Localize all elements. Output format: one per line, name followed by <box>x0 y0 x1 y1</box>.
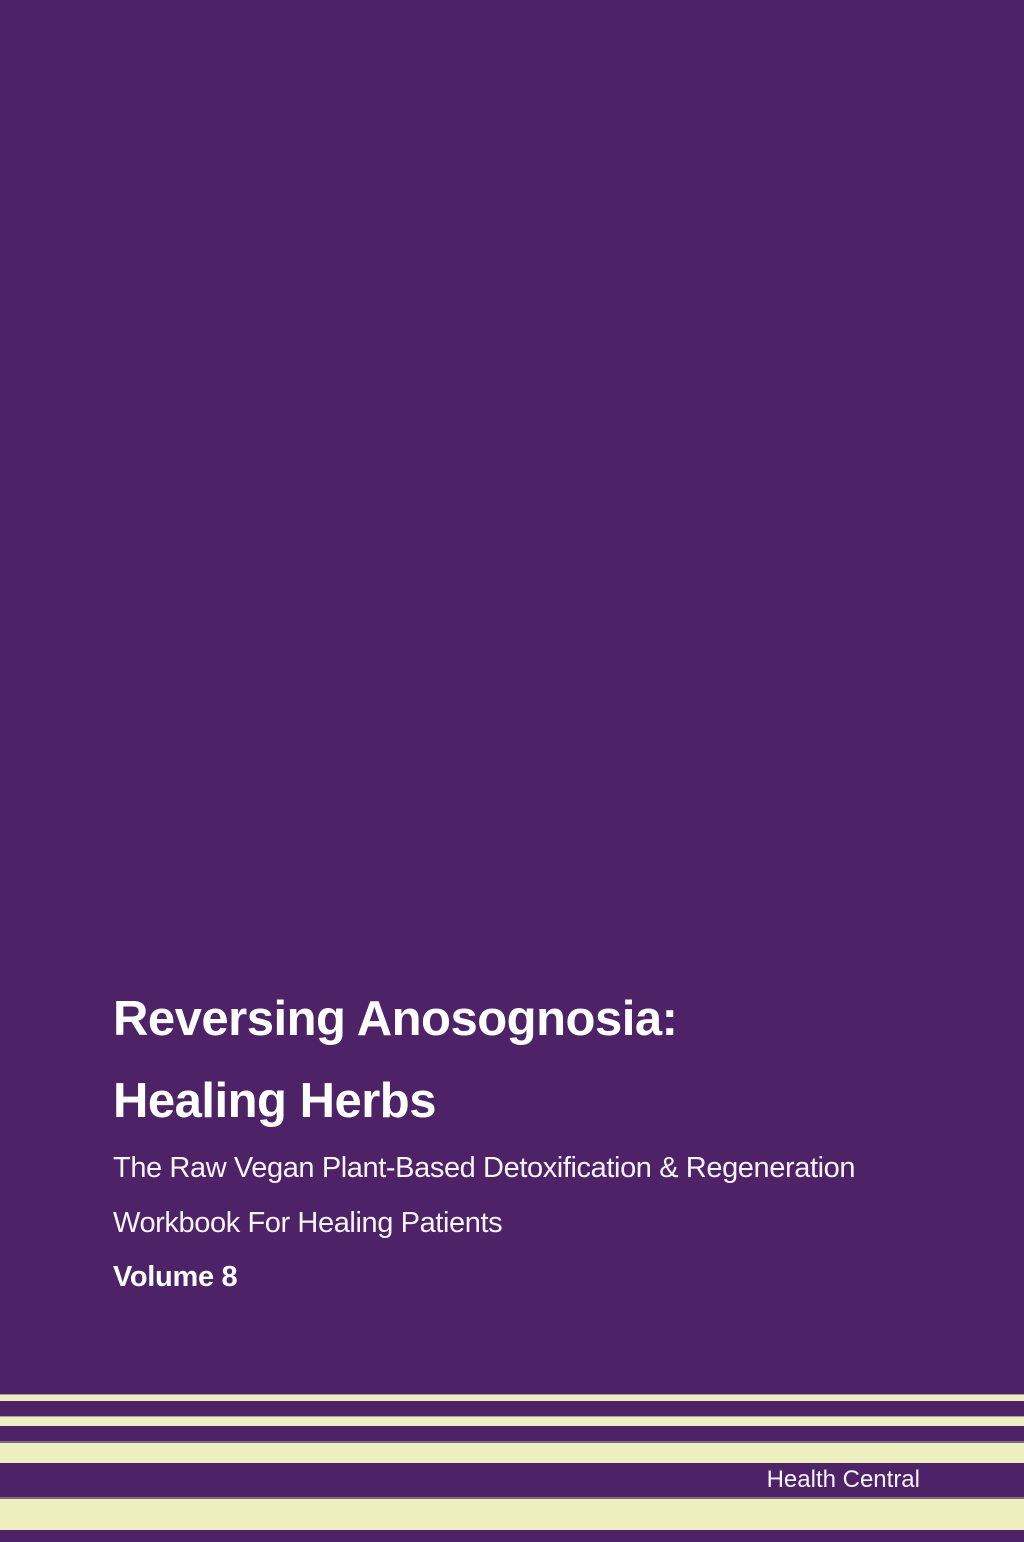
book-subtitle-line1: The Raw Vegan Plant-Based Detoxification & Regeneration <box>113 1152 856 1184</box>
publisher-name: Health Central <box>766 1466 920 1493</box>
volume-label: Volume 8 <box>113 1261 238 1293</box>
book-subtitle-line2: Workbook For Healing Patients <box>113 1207 503 1239</box>
book-title-line1: Reversing Anosognosia: <box>113 992 678 1046</box>
book-title <box>113 978 984 1142</box>
bottom-stripe-thin-1 <box>0 1394 1024 1401</box>
bottom-stripe-thick-1 <box>0 1441 1024 1463</box>
bottom-stripe-thick-2 <box>0 1497 1024 1530</box>
book-title-line2: Healing Herbs <box>113 1074 436 1128</box>
publisher-band <box>0 1463 1024 1497</box>
bottom-stripe-thin-2 <box>0 1416 1024 1426</box>
book-subtitle <box>113 1141 1004 1251</box>
